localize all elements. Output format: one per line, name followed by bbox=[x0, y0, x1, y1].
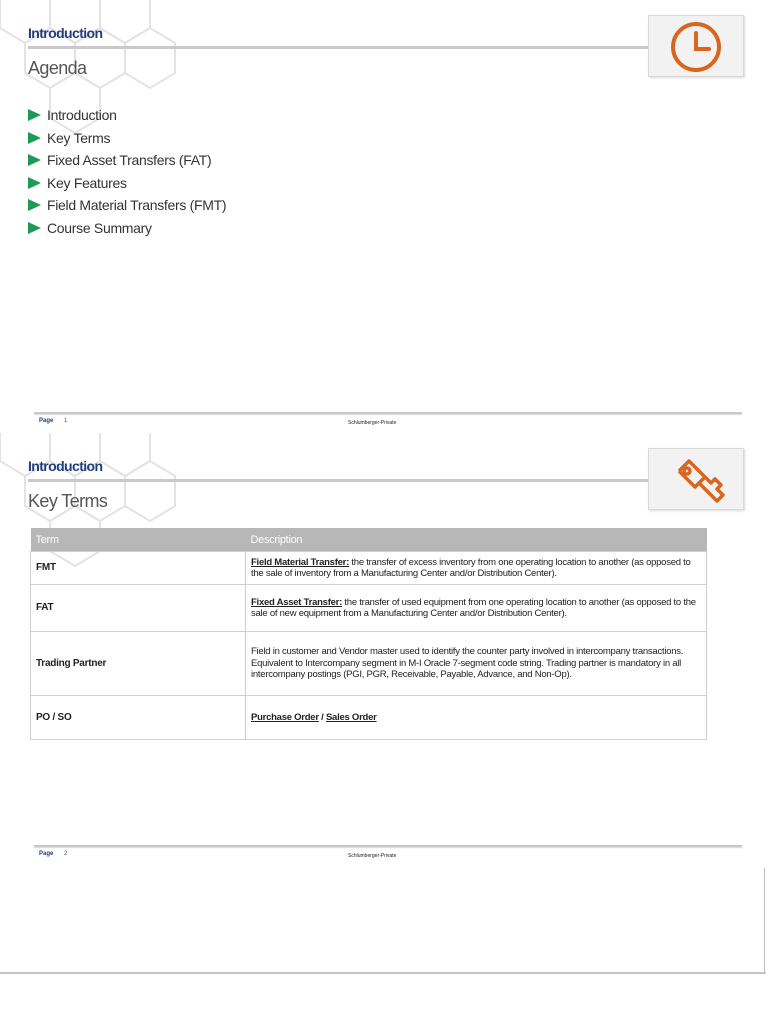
term-cell: PO / SO bbox=[31, 696, 246, 740]
classification-label: Schlumberger-Private bbox=[348, 420, 397, 426]
term-keyword: Purchase Order bbox=[251, 711, 319, 723]
key-icon-box bbox=[648, 448, 744, 510]
term-keyword: Fixed Asset Transfer: bbox=[251, 596, 343, 608]
table-row bbox=[31, 552, 707, 585]
column-header: Description bbox=[246, 528, 707, 552]
description-cell: Fixed Asset Transfer: the transfer of used equipment from one operating location to another (as opposed to the sale of new equipment from a Manufacturing Center and/or Distribution Center). bbox=[246, 585, 707, 632]
page-label: Page bbox=[39, 851, 54, 857]
page-label: Page bbox=[39, 418, 54, 424]
slide-partial bbox=[0, 866, 768, 976]
agenda-list bbox=[28, 104, 226, 239]
slide-title: Key Terms bbox=[28, 491, 108, 511]
section-label: Introduction bbox=[28, 25, 103, 41]
slide-agenda bbox=[0, 0, 768, 432]
description-cell: Purchase Order / Sales Order bbox=[246, 696, 707, 740]
agenda-item: Course Summary bbox=[28, 217, 226, 240]
page-number: 1 bbox=[64, 418, 68, 424]
bullet-arrow-icon bbox=[28, 109, 41, 121]
clock-icon-box bbox=[648, 15, 744, 77]
agenda-item: Key Terms bbox=[28, 127, 226, 150]
table-header-row bbox=[31, 528, 707, 552]
agenda-item: Key Features bbox=[28, 172, 226, 195]
agenda-item: Field Material Transfers (FMT) bbox=[28, 194, 226, 217]
slide-title: Agenda bbox=[28, 58, 87, 78]
bullet-arrow-icon bbox=[28, 154, 41, 166]
term-keyword: Field Material Transfer: bbox=[251, 556, 350, 568]
bullet-arrow-icon bbox=[28, 132, 41, 144]
table-row bbox=[31, 632, 707, 696]
section-label: Introduction bbox=[28, 458, 103, 474]
column-header: Term bbox=[31, 528, 246, 552]
table-row bbox=[31, 585, 707, 632]
term-cell: FMT bbox=[31, 552, 246, 585]
slide-border-right bbox=[764, 868, 765, 974]
agenda-item: Introduction bbox=[28, 104, 226, 127]
bullet-arrow-icon bbox=[28, 177, 41, 189]
description-cell: Field in customer and Vendor master used to identify the counter party involved in intercompany transactions. Equivalent to Intercompany segment in M-I Oracle 7-segment code string. Trading partner is mandatory in all intercompany postings (PGI, PGR, Receivable, Payable, Advance, and Non-Op). bbox=[246, 632, 707, 696]
header-divider bbox=[28, 479, 648, 482]
key-icon bbox=[649, 449, 743, 509]
term-cell: Trading Partner bbox=[31, 632, 246, 696]
classification-label: Schlumberger-Private bbox=[348, 853, 397, 859]
header-divider bbox=[28, 46, 648, 49]
bullet-arrow-icon bbox=[28, 199, 41, 211]
footer-divider bbox=[34, 845, 742, 847]
description-cell: Field Material Transfer: the transfer of excess inventory from one operating location to another (as opposed to the sale of inventory from a Manufacturing Center and/or Distribution Center). bbox=[246, 552, 707, 585]
term-keyword: Sales Order bbox=[325, 711, 377, 723]
footer-divider bbox=[34, 412, 742, 414]
clock-icon bbox=[649, 16, 743, 76]
bullet-arrow-icon bbox=[28, 222, 41, 234]
slide-key-terms bbox=[0, 433, 768, 866]
page-number: 2 bbox=[64, 851, 68, 857]
term-cell: FAT bbox=[31, 585, 246, 632]
slide-border-bottom bbox=[0, 972, 766, 974]
key-terms-table bbox=[30, 528, 707, 740]
table-row bbox=[31, 696, 707, 740]
agenda-item: Fixed Asset Transfers (FAT) bbox=[28, 149, 226, 172]
